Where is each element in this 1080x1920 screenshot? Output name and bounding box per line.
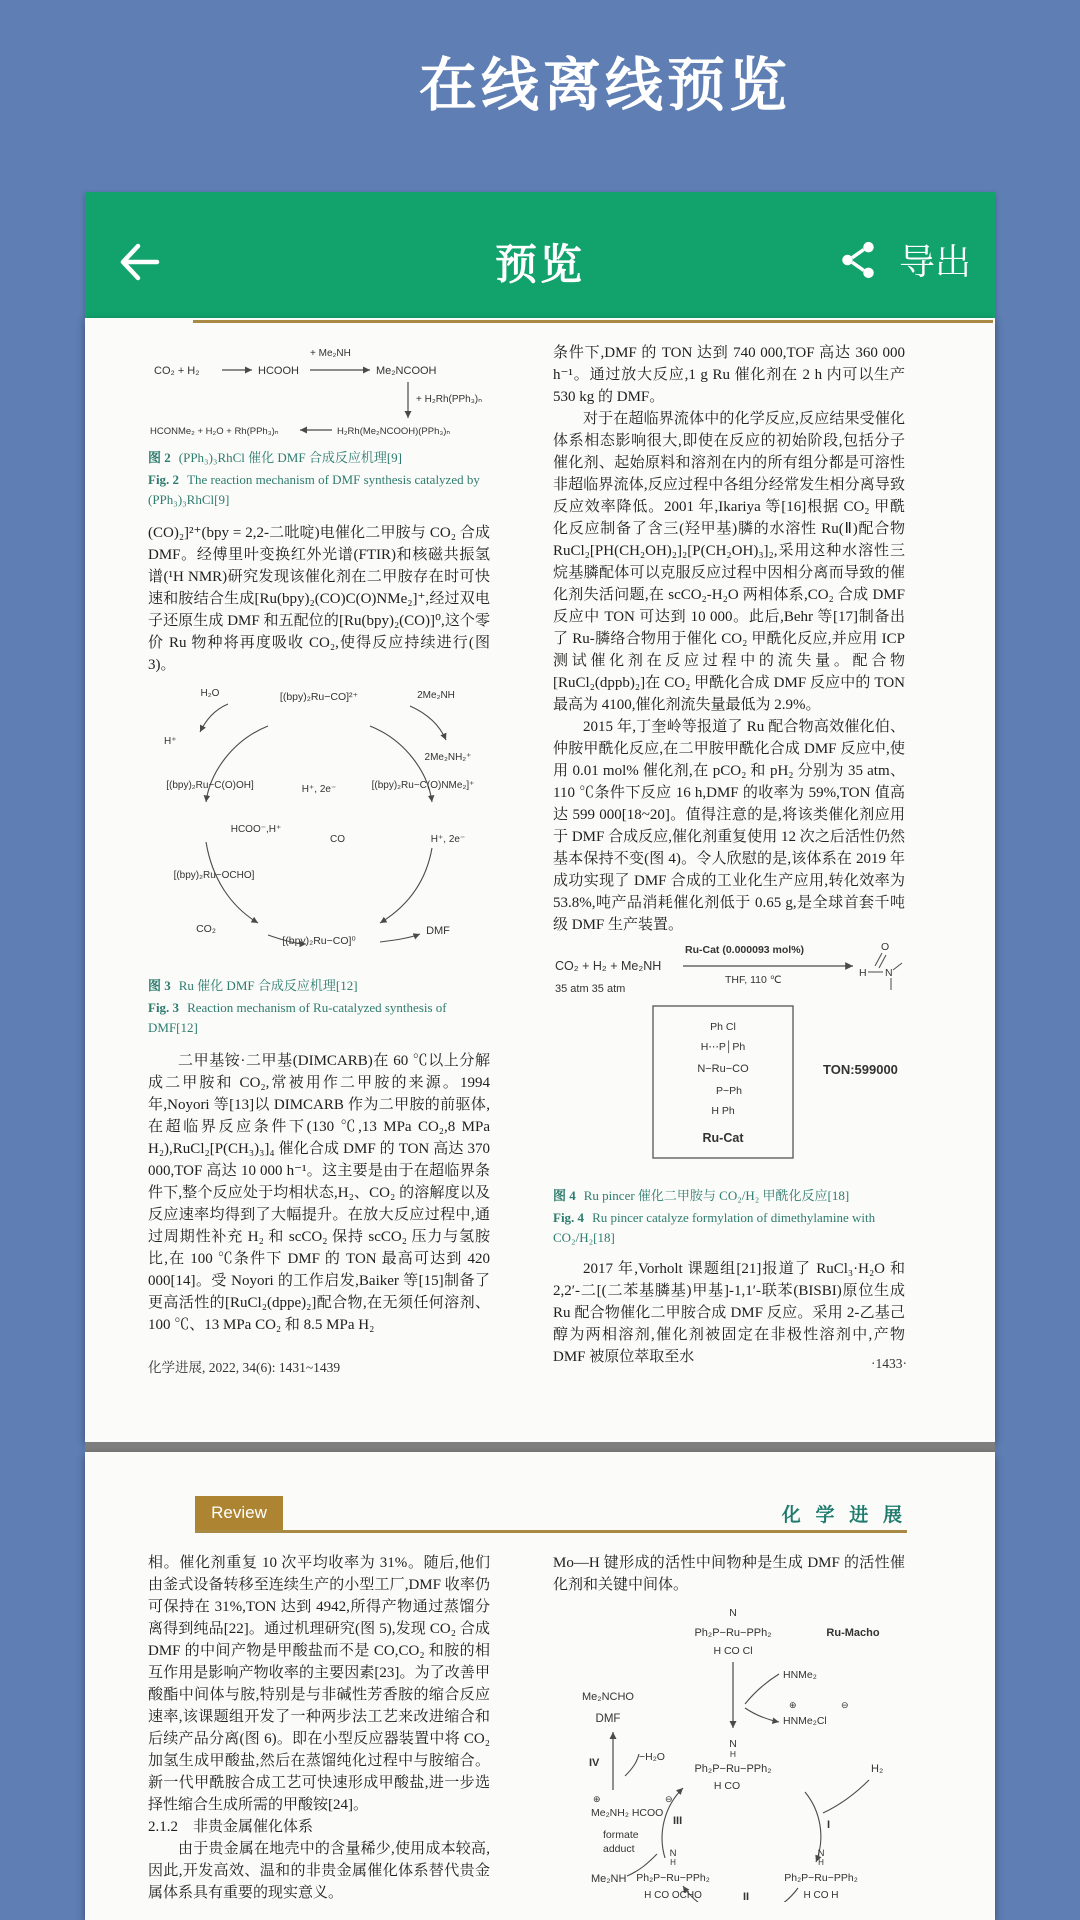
species-label: [(bpy)₂Ru−C(O)OH] (166, 780, 254, 791)
structure-line: N−Ru−CO (697, 1063, 749, 1075)
export-button[interactable]: 导出 (898, 241, 971, 282)
scheme-label: 35 atm 35 atm (555, 983, 626, 995)
species-label: Ph₂P−Ru−PPh₂ (694, 1627, 772, 1639)
species-label: Me₂NH (591, 1873, 627, 1885)
species-label: CO (330, 834, 345, 845)
page1-right-column (553, 342, 905, 1368)
charge-label: ⊖ (665, 1794, 673, 1804)
species-label: DMF (595, 1713, 621, 1725)
paragraph: (CO)₂]²⁺(bpy = 2,2-二吡啶)电催化二甲胺与 CO₂ 合成 DMF。经傅里叶变换红外光谱(FTIR)和核磁共振氢谱(¹H NMR)研究发现该催化剂在二甲胺存在时可快速和胺结合生成[Ru(bpy)₂(CO)C(O)NMe₂]⁺,经过双电子还原生成 DMF 和五配位的[Ru(bpy)₂(CO)]⁰,这个零价 Ru 物种将再度吸收 CO₂,使得反应持续进行(图 3)。 (148, 525, 490, 673)
species-label: [(bpy)₂Ru−CO]²⁺ (279, 691, 359, 703)
species-label: N (729, 1607, 737, 1619)
species-label: Me₂NH₂ HCOO (591, 1807, 664, 1819)
scheme-label: CO₂ + H₂ (154, 365, 200, 377)
species-label: [(bpy)₂Ru−CO]⁰ (282, 935, 356, 947)
species-label: Ph₂P−Ru−PPh₂ (694, 1763, 772, 1775)
figure4-caption-en: Fig. 4 Ru pincer catalyze formylation of dimethylamine with CO₂/H₂[18] (553, 1210, 876, 1245)
header-rule (195, 1530, 907, 1533)
species-label: H₂ (871, 1763, 884, 1775)
species-label: Ph₂P−Ru−PPh₂ (784, 1872, 858, 1884)
scheme-label: HCOOH (258, 365, 299, 377)
share-icon[interactable] (837, 239, 879, 281)
step-label: II (743, 1891, 750, 1902)
paragraph: Mo—H 键形成的活性中间物种是生成 DMF 的活性催化剂和关键中间体。 (553, 1555, 905, 1593)
step-label: III (673, 1815, 683, 1827)
section-heading: 2.1.2 非贵金属催化体系 (148, 1819, 314, 1835)
page1-left-column (148, 330, 490, 1336)
species-label: HNMe₂ (783, 1669, 817, 1681)
paragraph: 条件下,DMF 的 TON 达到 740 000,TOF 高达 360 000 h⁻¹。通过放大反应,1 g Ru 催化剂在 2 h 内可以生产 530 kg 的 DMF。 (553, 345, 905, 405)
page-title: 在线离线预览 (418, 53, 791, 118)
scheme-label: Ru-Cat (0.000093 mol%) (685, 944, 805, 956)
paragraph: 二甲基铵·二甲基(DIMCARB)在 60 ℃以上分解成二甲胺和 CO₂,常被用作二甲胺的来源。1994 年,Noyori 等[13]以 DIMCARB 作为二甲胺的前驱体,在超临界反应条件下(130 ℃,13 MPa CO₂,8 MPa H₂),RuCl₂[P(CH₃)₃]₄ 催化合成 DMF 的 TON 高达 370 000,TOF 高达 10 000 h⁻¹。这主要是由于在超临界条件下,整个反应处于均相状态,H₂、CO₂ 的溶解度以及反应速率均得到了大幅提升。在放大反应过程中,通过周期性补充 H₂ 和 scCO₂ 保持 scCO₂ 压力与氢胺比,在 100 ℃条件下 DMF 的 TON 最高可达到 420 000[14]。受 Noyori 的工作启发,Baiker 等[15]制备了更高活性的[RuCl₂(dppe)₂]配合物,在无须任何溶剂、100 ℃、13 MPa CO₂ 和 8.5 MPa H₂ (148, 1053, 490, 1333)
species-label: N (729, 1738, 737, 1750)
species-label: N (669, 1848, 677, 1859)
species-label: 2Me₂NH₂⁺ (424, 752, 472, 763)
species-label: CO₂ (196, 923, 216, 935)
paragraph: 对于在超临界流体中的化学反应,反应结果受催化体系相态影响很大,即使在反应的初始阶段,包括分子催化剂、起始原料和溶剂在内的所有组分都是可溶性非超临界流体,反应过程中各组分经常发生相分离导致反应效率降低。2001 年,Ikariya 等[16]根据 CO₂ 甲酰化反应制备了含三(羟甲基)膦的水溶性 Ru(Ⅱ)配合物 RuCl₂[PH(CH₂OH)₂]₂[P(CH₂OH)₃]₂,采用这种水溶性三烷基膦配体可以克服反应过程中因相分离而导致的催化剂失活问题,在 scCO₂-H₂O 两相体系,CO₂ 合成 DMF 反应中 TON 可达到 10 000。此后,Behr 等[17]制备出了 Ru-膦络合物用于催化 CO₂ 甲酰化反应,并应用 ICP 测试催化剂在反应过程中的流失量。配合物[RuCl₂(dppb)₂]在 CO₂ 甲酰化合成 DMF 反应中的 TON 最高为 4100,催化剂流失量最低为 2.9%。 (553, 411, 905, 713)
structure-line: H⋯P│Ph (700, 1041, 746, 1053)
figure2-caption-en: Fig. 2 The reaction mechanism of DMF synthesis catalyzed by (PPh₃)₃RhCl[9] (148, 472, 480, 507)
species-label: HNMe₂Cl (783, 1715, 827, 1727)
species-label: H⁺, 2e⁻ (430, 834, 466, 845)
figure4-caption-zh: 图 4 Ru pincer 催化二甲胺与 CO₂/H₂ 甲酰化反应[18] (553, 1188, 850, 1203)
figure3-caption-zh: 图 3 Ru 催化 DMF 合成反应机理[12] (148, 978, 358, 993)
scheme-label: H₂Rh(Me₂NCOOH)(PPh₃)ₙ (337, 426, 451, 437)
species-label: H₂O (200, 688, 220, 699)
charge-label: ⊖ (841, 1700, 849, 1710)
scheme-label: THF, 110 ℃ (725, 974, 782, 986)
scheme-label: N (885, 967, 893, 979)
species-label: H⁺ (164, 736, 177, 747)
document-page-1[interactable] (85, 318, 995, 1442)
species-label: H (670, 1858, 676, 1867)
species-label: Me₂NCHO (582, 1691, 634, 1703)
structure-line: Ph Cl (710, 1021, 736, 1033)
species-label: DMF (426, 925, 450, 937)
charge-label: ⊕ (593, 1794, 601, 1804)
species-label: H CO Cl (713, 1645, 753, 1657)
footer-citation: 化学进展, 2022, 34(6): 1431~1439 (148, 1360, 341, 1375)
catalyst-name: Ru-Macho (826, 1627, 880, 1639)
ton-label: TON:599000 (823, 1062, 898, 1077)
species-label: H (818, 1858, 824, 1867)
ru-macho-catalytic-cycle (553, 1600, 905, 1902)
species-label: [(bpy)₂Ru−C(O)NMe₂]⁺ (371, 780, 475, 791)
paragraph: 2015 年,丁奎岭等报道了 Ru 配合物高效催化伯、仲胺甲酰化反应,在二甲胺甲酰化合成 DMF 反应中,使用 0.01 mol% 催化剂,在 pCO₂ 和 pH₂ 分别为 35 atm、110 ℃条件下反应 16 h,DMF 的收率为 59%,TON 值高达 599 000[18~20]。值得注意的是,将该类催化剂应用于 DMF 合成反应,催化剂重复使用 12 次之后活性仍然基本保持不变(图 4)。令人欣慰的是,该体系在 2019 年成功实现了 DMF 合成的工业化生产应用,转化效率为 53.8%,吨产品消耗催化剂低于 0.65 g,是全球首套千吨级 DMF 生产装置。 (553, 719, 905, 933)
document-page-2[interactable] (85, 1452, 995, 1920)
page-separator (85, 1442, 995, 1452)
species-label: H⁺, 2e⁻ (301, 784, 337, 795)
page2-left-column (148, 1552, 490, 1904)
species-label: H (729, 1749, 737, 1759)
paragraph: 由于贵金属在地壳中的含量稀少,使用成本较高,因此,开发高效、温和的非贵金属催化体系替代贵金属体系具有重要的现实意义。 (148, 1841, 490, 1901)
scheme-label: O (881, 941, 890, 953)
catalyst-name: Ru-Cat (702, 1131, 744, 1145)
species-label: 2Me₂NH (417, 690, 455, 701)
species-label: adduct (603, 1843, 635, 1855)
species-label: HCOO⁻,H⁺ (230, 824, 282, 835)
scheme-label: Me₂NCOOH (376, 365, 437, 377)
species-label: H CO OCHO (644, 1890, 702, 1901)
species-label: Ph₂P−Ru−PPh₂ (636, 1872, 710, 1884)
species-label: H CO H (803, 1890, 839, 1901)
toolbar-title: 预览 (494, 241, 585, 288)
species-label: formate (603, 1829, 639, 1841)
species-label: H CO (713, 1780, 741, 1792)
page-number: ·1433· (871, 1356, 907, 1371)
structure-line: H Ph (711, 1105, 735, 1117)
species-label: [(bpy)₂Ru−OCHO] (173, 870, 255, 881)
paragraph: 相。催化剂重复 10 次平均收率为 31%。随后,他们由釜式设备转移至连续生产的小型工厂,DMF 收率仍可保持在 31%,TON 达到 4942,所得产物通过蒸馏分离得到纯品[22]。通过机理研究(图 5),发现 CO₂ 合成 DMF 的中间产物是甲酸盐而不是 CO,CO₂ 和胺的相互作用是影响产物收率的主要因素[23]。为了改善甲酸酯中间体与胺,特别是与非碱性芳香胺的缩合反应速率,该课题组开发了一种两步法工艺来改进缩合和后续产品分离(图 6)。即在小型反应器装置中将 CO₂ 加氢生成甲酸盐,然后在蒸馏纯化过程中与胺缩合。新一代甲酰胺合成工艺可快速形成甲酸盐,进一步选择性缩合生成所需的甲酸铵[24]。 (148, 1555, 490, 1813)
scheme-label: HCONMe₂ + H₂O + Rh(PPh₃)ₙ (150, 426, 279, 437)
paragraph: 2017 年,Vorholt 课题组[21]报道了 RuCl₃·H₂O 和 2,2′-二[(二苯基膦基)甲基]-1,1′-联苯(BISBI)原位生成 Ru 配合物催化二甲胺合成 DMF 反应。采用 2-乙基己醇为两相溶剂,催化剂被固定在非极性溶剂中,产物 DMF 被原位萃取至水 (553, 1261, 905, 1365)
figure2-caption-zh: 图 2 (PPh₃)₃RhCl 催化 DMF 合成反应机理[9] (148, 450, 402, 465)
charge-label: ⊕ (789, 1700, 797, 1710)
step-label: I (827, 1819, 831, 1831)
preview-toolbar (85, 192, 995, 318)
figure4-reaction-scheme (553, 940, 905, 1180)
journal-name: 化 学 进 展 (781, 1505, 907, 1526)
page2-right-column (553, 1552, 905, 1904)
figure3-catalytic-cycle (148, 680, 490, 970)
structure-line: P−Ph (716, 1085, 742, 1097)
scheme-label: + Me₂NH (310, 348, 351, 359)
figure2-reaction-scheme (148, 334, 490, 442)
step-label: IV (589, 1757, 600, 1769)
scheme-label: CO₂ + H₂ + Me₂NH (555, 959, 662, 973)
scheme-label: H (859, 967, 867, 979)
page-top-rule (193, 320, 993, 323)
species-label: −H₂O (639, 1751, 665, 1763)
figure3-caption-en: Fig. 3 Reaction mechanism of Ru-catalyzed synthesis of DMF[12] (148, 1000, 447, 1035)
species-label: N (817, 1848, 825, 1859)
scheme-label: + H₂Rh(PPh₃)ₙ (416, 394, 483, 405)
review-badge: Review (195, 1496, 283, 1530)
export-group (837, 234, 971, 285)
